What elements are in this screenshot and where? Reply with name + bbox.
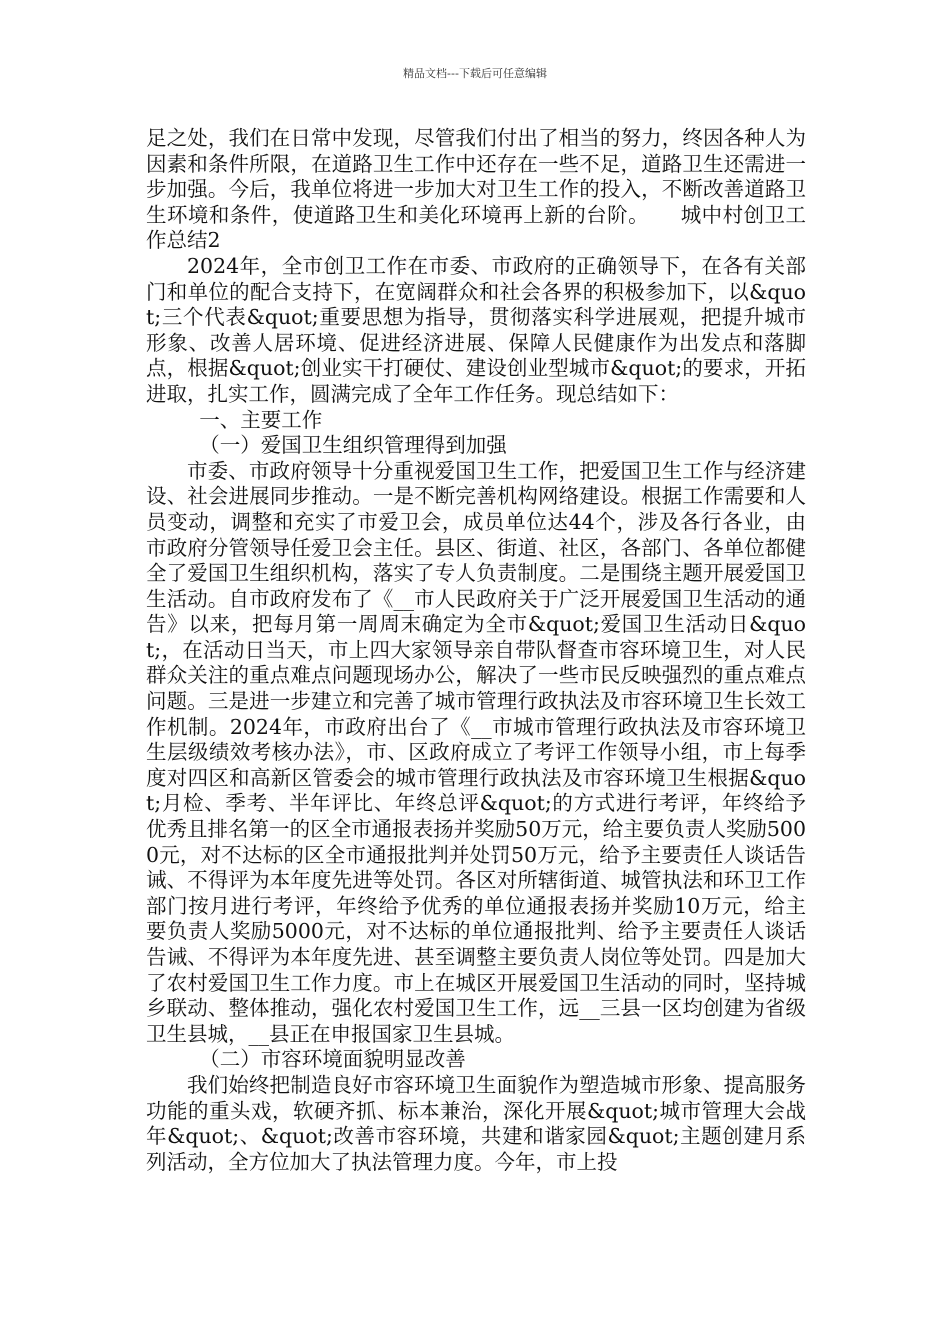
subsection-heading: （一）爱国卫生组织管理得到加强 <box>199 433 507 458</box>
document-body <box>146 126 806 1175</box>
page-header: 精品文档---下载后可任意编辑 <box>403 67 547 80</box>
paragraph: 足之处，我们在日常中发现，尽管我们付出了相当的努力，终因各种人为因素和条件所限，在道路卫生工作中还存在一些不足，道路卫生还需进一步加强。今后，我单位将进一步加大对卫生工作的投入，不断改善道路卫生环境和条件，使道路卫生和美化环境再上新的台阶。 城中村创卫工作总结2 <box>146 126 806 253</box>
paragraph: 我们始终把制造良好市容环境卫生面貌作为塑造城市形象、提高服务功能的重头戏，软硬齐抓、标本兼治，深化开展&quot;城市管理大会战年&quot;、&quot;改善市容环境，共建和谐家园&quot;主题创建月系列活动，全方位加大了执法管理力度。今年，市上投 <box>146 1072 806 1174</box>
paragraph: 市委、市政府领导十分重视爱国卫生工作，把爱国卫生工作与经济建设、社会进展同步推动。一是不断完善机构网络建设。根据工作需要和人员变动，调整和充实了市爱卫会，成员单位达44个，涉及各行各业，由市政府分管领导任爱卫会主任。县区、街道、社区，各部门、各单位都健全了爱国卫生组织机构，落实了专人负责制度。二是围绕主题开展爱国卫生活动。自市政府发布了《__市人民政府关于广泛开展爱国卫生活动的通告》以来，把每月第一周周末确定为全市&quot;爱国卫生活动日&quot;，在活动日当天，市上四大家领导亲自带队督查市容环境卫生，对人民群众关注的重点难点问题现场办公，解决了一些市民反映强烈的重点难点问题。三是进一步建立和完善了城市管理行政执法及市容环境卫生长效工作机制。2024年，市政府出台了《__市城市管理行政执法及市容环境卫生层级绩效考核办法》，市、区政府成立了考评工作领导小组，市上每季度对四区和高新区管委会的城市管理行政执法及市容环境卫生根据&quot;月检、季考、半年评比、年终总评&quot;的方式进行考评，年终给予优秀且排名第一的区全市通报表扬并奖励50万元，给主要负责人奖励5000元，对不达标的区全市通报批判并处罚50万元，给予主要责任人谈话告诫、不得评为本年度先进等处罚。各区对所辖街道、城管执法和环卫工作部门按月进行考评，年终给予优秀的单位通报表扬并奖励10万元，给主要负责人奖励5000元，对不达标的单位通报批判、给予主要责任人谈话告诫、不得评为本年度先进、甚至调整主要负责人岗位等处罚。四是加大了农村爱国卫生工作力度。市上在城区开展爱国卫生活动的同时，坚持城乡联动、整体推动，强化农村爱国卫生工作，远__三县一区均创建为省级卫生县城，__县正在申报国家卫生县城。 <box>146 458 806 1046</box>
paragraph: 2024年，全市创卫工作在市委、市政府的正确领导下，在各有关部门和单位的配合支持下，在宽阔群众和社会各界的积极参加下，以&quot;三个代表&quot;重要思想为指导，贯彻落实科学进展观，把提升城市形象、改善人居环境、促进经济进展、保障人民健康作为出发点和落脚点，根据&quot;创业实干打硬仗、建设创业型城市&quot;的要求，开拓进取，扎实工作，圆满完成了全年工作任务。现总结如下： <box>146 253 806 406</box>
section-heading: 一、主要工作 <box>199 407 323 432</box>
subsection-heading: （二）市容环境面貌明显改善 <box>199 1047 466 1072</box>
